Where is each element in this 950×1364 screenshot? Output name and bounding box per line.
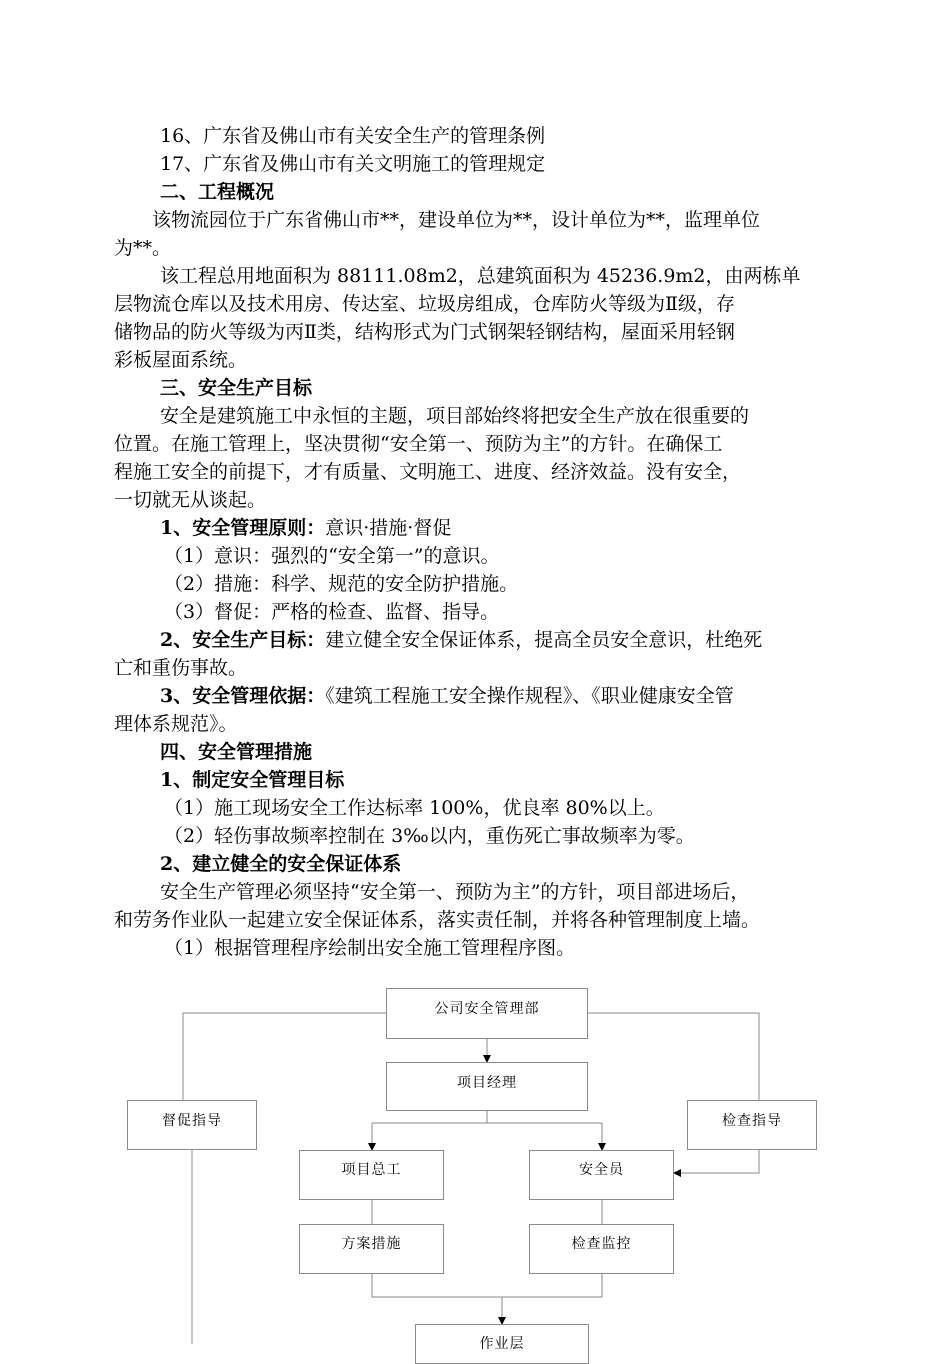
inspect-monitor-box — [529, 1224, 674, 1274]
text-line — [114, 206, 874, 234]
project-manager-label: 项目经理 — [457, 1075, 517, 1091]
text-line — [114, 178, 874, 206]
line-text: 《建筑工程施工安全操作规程》、《职业健康安全管 — [325, 685, 734, 707]
text-line — [114, 122, 874, 150]
line-text: （1）施工现场安全工作达标率 100%，优良率 80%以上。 — [164, 797, 665, 819]
text-line — [114, 598, 874, 626]
connector-line — [372, 1274, 602, 1297]
line-text: （3）督促：严格的检查、监督、指导。 — [164, 601, 500, 623]
text-line — [114, 570, 874, 598]
line-text: 程施工安全的前提下，才有质量、文明施工、进度、经济效益。没有安全， — [114, 461, 742, 483]
text-line — [114, 458, 874, 486]
line-text: 四、安全管理措施 — [160, 741, 313, 763]
line-text: 储物品的防火等级为丙Ⅱ类，结构形式为门式钢架轻钢结构，屋面采用轻钢 — [114, 321, 735, 343]
line-text: （2）轻伤事故频率控制在 3‰以内，重伤死亡事故频率为零。 — [164, 825, 695, 847]
line-text: 三、安全生产目标 — [160, 377, 313, 399]
operation-layer-label: 作业层 — [479, 1336, 525, 1352]
line-text: 位置。在施工管理上，坚决贯彻“安全第一、预防为主”的方针。在确保工 — [114, 433, 723, 455]
safety-officer-box — [529, 1150, 674, 1200]
company-safety-dept-box — [386, 988, 588, 1039]
text-line — [114, 514, 874, 542]
inline-heading: 1、安全管理原则： — [160, 517, 326, 539]
line-text: 意识·措施·督促 — [325, 517, 452, 539]
chief-engineer-label: 项目总工 — [341, 1162, 402, 1178]
safety-management-flowchart — [0, 975, 950, 1352]
connector-line — [588, 1013, 759, 1100]
line-text: （2）措施：科学、规范的安全防护措施。 — [164, 573, 519, 595]
text-line — [114, 654, 874, 682]
text-line — [114, 906, 874, 934]
line-text: 一切就无从谈起。 — [114, 489, 267, 511]
line-text: 该物流园位于广东省佛山市**，建设单位为**，设计单位为**，监理单位 — [152, 209, 761, 231]
line-text: 17、广东省及佛山市有关文明施工的管理规定 — [160, 153, 546, 175]
text-line — [114, 374, 874, 402]
line-text: 二、工程概况 — [160, 181, 275, 203]
safety-officer-label: 安全员 — [579, 1162, 624, 1178]
text-line — [114, 262, 874, 290]
line-text: 16、广东省及佛山市有关安全生产的管理条例 — [160, 125, 546, 147]
line-text: 1、制定安全管理目标 — [160, 769, 345, 791]
line-text: 2、建立健全的安全保证体系 — [160, 853, 402, 875]
chief-engineer-box — [299, 1150, 444, 1200]
plan-measures-label: 方案措施 — [341, 1236, 402, 1252]
line-text: 建立健全安全保证体系，提高全员安全意识，杜绝死 — [325, 629, 763, 651]
line-text: 亡和重伤事故。 — [114, 657, 248, 679]
text-line — [114, 542, 874, 570]
line-text: 彩板屋面系统。 — [114, 349, 248, 371]
project-manager-box — [386, 1062, 588, 1111]
supervise-guide-box — [127, 1100, 257, 1150]
text-line — [114, 318, 874, 346]
text-line — [114, 150, 874, 178]
body-text — [114, 122, 874, 962]
company-safety-dept-label: 公司安全管理部 — [434, 1001, 540, 1017]
line-text: 该工程总用地面积为 88111.08m2，总建筑面积为 45236.9m2，由两栋单 — [160, 265, 801, 287]
connector-line — [674, 1150, 759, 1173]
text-line — [114, 430, 874, 458]
connector-line — [183, 1013, 386, 1100]
text-line — [114, 822, 874, 850]
text-line — [114, 738, 874, 766]
text-line — [114, 346, 874, 374]
text-line — [114, 402, 874, 430]
text-line — [114, 486, 874, 514]
text-line — [114, 234, 874, 262]
text-line — [114, 710, 874, 738]
line-text: 理体系规范》。 — [114, 713, 238, 735]
plan-measures-box — [299, 1224, 444, 1274]
text-line — [114, 290, 874, 318]
inspect-guide-label: 检查指导 — [722, 1113, 782, 1129]
line-text: 和劳务作业队一起建立安全保证体系，落实责任制，并将各种管理制度上墙。 — [114, 909, 761, 931]
text-line — [114, 794, 874, 822]
text-line — [114, 878, 874, 906]
operation-layer-box — [415, 1324, 589, 1364]
text-line — [114, 626, 874, 654]
text-line — [114, 850, 874, 878]
text-line — [114, 682, 874, 710]
inline-heading: 3、安全管理依据： — [160, 685, 326, 707]
line-text: （1）根据管理程序绘制出安全施工管理程序图。 — [164, 937, 576, 959]
text-line — [114, 934, 874, 962]
text-line — [114, 766, 874, 794]
supervise-guide-label: 督促指导 — [162, 1113, 222, 1129]
line-text: 层物流仓库以及技术用房、传达室、垃圾房组成，仓库防火等级为Ⅱ级，存 — [114, 293, 735, 315]
inline-heading: 2、安全生产目标： — [160, 629, 326, 651]
inspect-guide-box — [687, 1100, 817, 1150]
line-text: 安全生产管理必须坚持“安全第一、预防为主”的方针，项目部进场后， — [160, 881, 750, 903]
line-text: 安全是建筑施工中永恒的主题，项目部始终将把安全生产放在很重要的 — [160, 405, 750, 427]
line-text: 为**。 — [114, 237, 172, 259]
inspect-monitor-label: 检查监控 — [571, 1236, 632, 1252]
line-text: （1）意识：强烈的“安全第一”的意识。 — [164, 545, 500, 567]
